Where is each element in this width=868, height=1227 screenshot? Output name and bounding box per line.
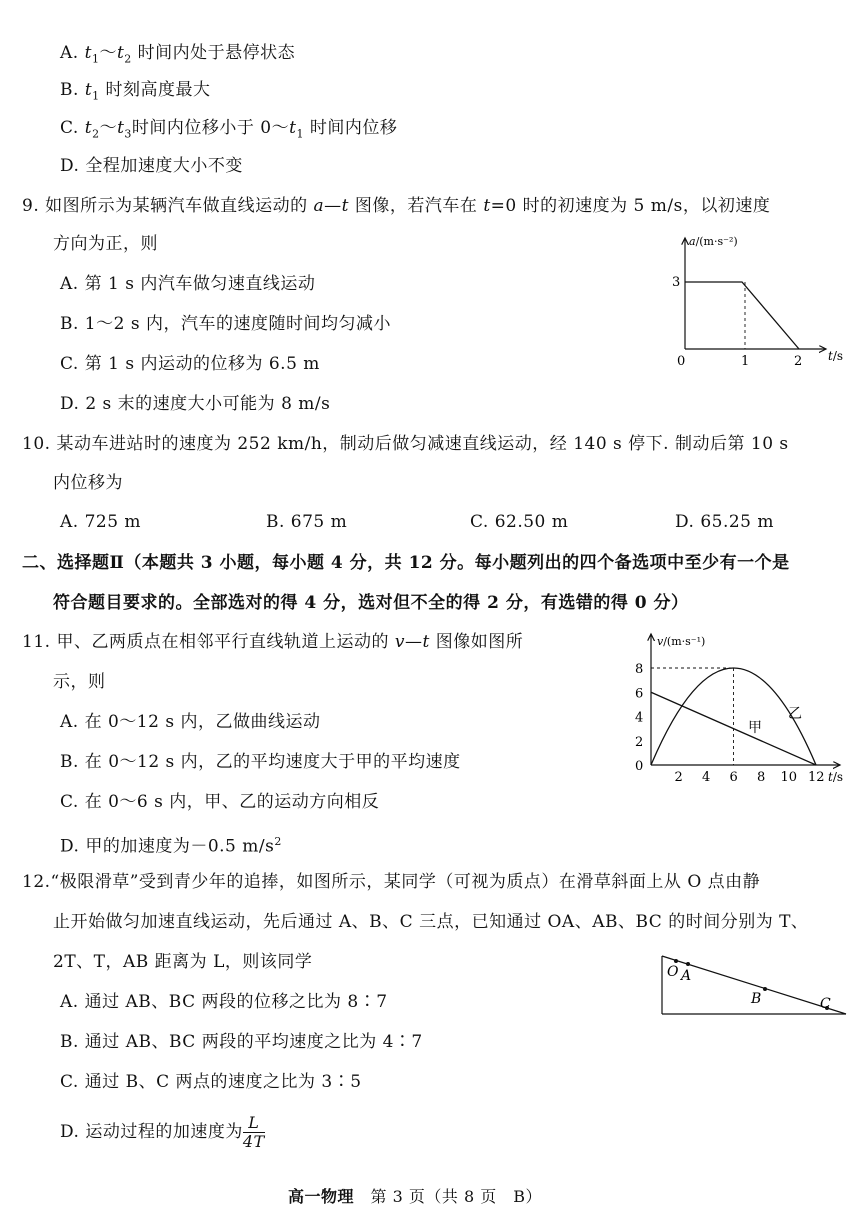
q9-option-d: D. 2 s 末的速度大小可能为 8 m/s [60, 394, 331, 414]
q9-var-t: t [341, 196, 350, 216]
q8-c-sub2: 2 [92, 127, 100, 141]
q8-a-t2: t [116, 43, 125, 63]
footer-course: 高一物理 [288, 1187, 355, 1206]
q8-a-prefix: A. [60, 43, 85, 63]
q11-x-tick-6: 6 [729, 770, 738, 785]
section2-heading-line1: 二、选择题Ⅱ（本题共 3 小题，每小题 4 分，共 12 分。每小题列出的四个备选项中至少有一个是 [22, 553, 790, 573]
q8-a-sub2: 2 [124, 52, 132, 66]
q10-option-c: C. 62.50 m [470, 512, 569, 532]
q11-y-tick-0: 0 [635, 759, 644, 774]
q9-stem-a: 9. 如图所示为某辆汽车做直线运动的 [22, 196, 314, 216]
q9-option-c: C. 第 1 s 内运动的位移为 6.5 m [60, 354, 320, 374]
q11-stem-b: 图像如图所 [429, 632, 524, 652]
q12-d-text: D. 运动过程的加速度为 [60, 1122, 243, 1142]
q12-option-c: C. 通过 B、C 两点的速度之比为 3∶5 [60, 1072, 362, 1092]
q12-label-b: B [751, 991, 762, 1007]
q11-d-sup: 2 [274, 835, 282, 848]
q12-d-numerator: L [243, 1114, 265, 1133]
q11-x-tick-12: 12 [808, 770, 825, 785]
q11-stem [22, 631, 523, 653]
q9-var-a: a [313, 196, 325, 216]
q8-a-sub1: 1 [91, 52, 100, 66]
q8-a-t1: t [84, 43, 92, 63]
q11-dash: — [404, 632, 423, 652]
q8-b-prefix: B. [60, 80, 85, 100]
q8-c-text: 时间内位移 [303, 118, 398, 138]
q11-y-tick-8: 8 [635, 662, 644, 677]
q10-option-b: B. 675 m [266, 512, 348, 532]
q12-stem-line1: 12.“极限滑草”受到青少年的追捧，如图所示，某同学（可视为质点）在滑草斜面上从 O 点由静 [22, 872, 761, 892]
q8-c-prefix: C. [60, 118, 85, 138]
q12-d-denominator: 4T [242, 1132, 265, 1151]
q11-option-b: B. 在 0～12 s 内，乙的平均速度大于甲的平均速度 [60, 752, 461, 772]
q11-label-jia: 甲 [748, 720, 762, 736]
q11-var-v: v [394, 632, 405, 652]
q9-x-tick-0: 0 [677, 354, 686, 369]
q11-y-tick-6: 6 [635, 686, 644, 702]
q11-option-d [60, 831, 282, 858]
q8-c-sub1: 1 [296, 127, 304, 141]
q9-var-t0: t [483, 196, 491, 216]
q9-dash: — [324, 196, 342, 216]
q8-c-mid2: 时间内位移小于 0～ [131, 118, 290, 138]
q12-label-a: A [681, 968, 692, 984]
q9-x-label: t/s [828, 349, 844, 363]
q9-option-b: B. 1～2 s 内，汽车的速度随时间均匀减小 [60, 314, 391, 334]
q9-option-a: A. 第 1 s 内汽车做匀速直线运动 [60, 274, 316, 294]
footer-page-number: 第 3 页（共 8 页 B） [370, 1187, 542, 1206]
q10-stem-line1: 10. 某动车进站时的速度为 252 km/h，制动后做匀减速直线运动，经 140 s 停下. 制动后第 10 s [22, 434, 789, 454]
q8-option-b [60, 79, 211, 107]
q9-y-tick-3: 3 [672, 275, 681, 290]
q12-d-fraction [243, 1114, 265, 1151]
q9-series-line [685, 282, 799, 349]
q11-x-tick-8: 8 [757, 770, 766, 785]
q9-y-label: a/(m·s⁻²) [689, 235, 738, 248]
q9-stem-b: 图像，若汽车在 [349, 196, 484, 216]
q11-y-tick-4: 4 [635, 710, 644, 726]
q8-option-c [60, 117, 397, 145]
section2-heading-line2: 符合题目要求的。全部选对的得 4 分，选对但不全的得 2 分，有选错的得 0 分） [53, 593, 689, 613]
page-footer [288, 1186, 542, 1208]
q9-x-tick-1: 1 [741, 354, 750, 369]
q9-stem [22, 195, 770, 217]
q8-c-t3: t [117, 118, 125, 138]
q10-option-d: D. 65.25 m [675, 512, 775, 532]
q8-option-a [60, 42, 295, 70]
q11-x-label: t/s [828, 770, 844, 784]
q11-y-label: v/(m·s⁻¹) [657, 635, 706, 648]
q11-option-c: C. 在 0～6 s 内，甲、乙的运动方向相反 [60, 792, 380, 812]
q11-var-t: t [422, 632, 430, 652]
q8-option-d: D. 全程加速度大小不变 [60, 156, 243, 176]
q8-b-t: t [84, 80, 93, 100]
q8-c-t2: t [84, 118, 93, 138]
q11-d-text: D. 甲的加速度为－0.5 m/s [60, 836, 275, 857]
q12-option-d [60, 1112, 265, 1152]
q12-option-a: A. 通过 AB、BC 两段的位移之比为 8∶7 [60, 992, 388, 1012]
q11-stem-a: 11. 甲、乙两质点在相邻平行直线轨道上运动的 [22, 632, 395, 652]
q11-x-tick-4: 4 [702, 770, 711, 785]
q11-label-yi: 乙 [788, 706, 802, 722]
q12-option-b: B. 通过 AB、BC 两段的平均速度之比为 4∶7 [60, 1032, 423, 1052]
q12-point-o [674, 959, 678, 963]
q8-b-text: 时刻高度最大 [99, 80, 211, 100]
q12-point-a [686, 962, 690, 966]
q8-b-sub: 1 [92, 89, 100, 103]
q8-a-mid: ～ [99, 43, 117, 63]
q12-point-b [763, 987, 767, 991]
q11-x-tick-10: 10 [780, 770, 798, 785]
q9-stem-c: =0 时的初速度为 5 m/s，以初速度 [490, 196, 771, 216]
q8-c-t1: t [289, 118, 297, 138]
q8-a-text: 时间内处于悬停状态 [131, 43, 296, 63]
q12-stem-line3: 2T、T，AB 距离为 L，则该同学 [53, 952, 313, 972]
q8-c-sub3: 3 [124, 127, 132, 141]
q9-at-chart [660, 228, 860, 378]
q10-stem-line2: 内位移为 [53, 473, 123, 493]
q11-option-a: A. 在 0～12 s 内，乙做曲线运动 [60, 712, 321, 732]
q11-stem-line2: 示，则 [53, 672, 106, 692]
q11-x-tick-2: 2 [674, 770, 683, 785]
q9-stem-line2: 方向为正，则 [53, 234, 158, 254]
q9-x-tick-2: 2 [794, 354, 803, 369]
q8-c-mid1: ～ [99, 118, 118, 138]
q11-vt-chart [630, 628, 860, 788]
q12-label-o: O [667, 964, 679, 980]
q12-stem-line2: 止开始做匀加速直线运动，先后通过 A、B、C 三点，已知通过 OA、AB、BC 的时间分别为 T、 [53, 912, 809, 932]
q12-label-c: C [820, 996, 831, 1012]
q12-slope-figure [655, 950, 855, 1020]
q11-y-tick-2: 2 [635, 734, 644, 750]
q10-option-a: A. 725 m [60, 512, 142, 532]
